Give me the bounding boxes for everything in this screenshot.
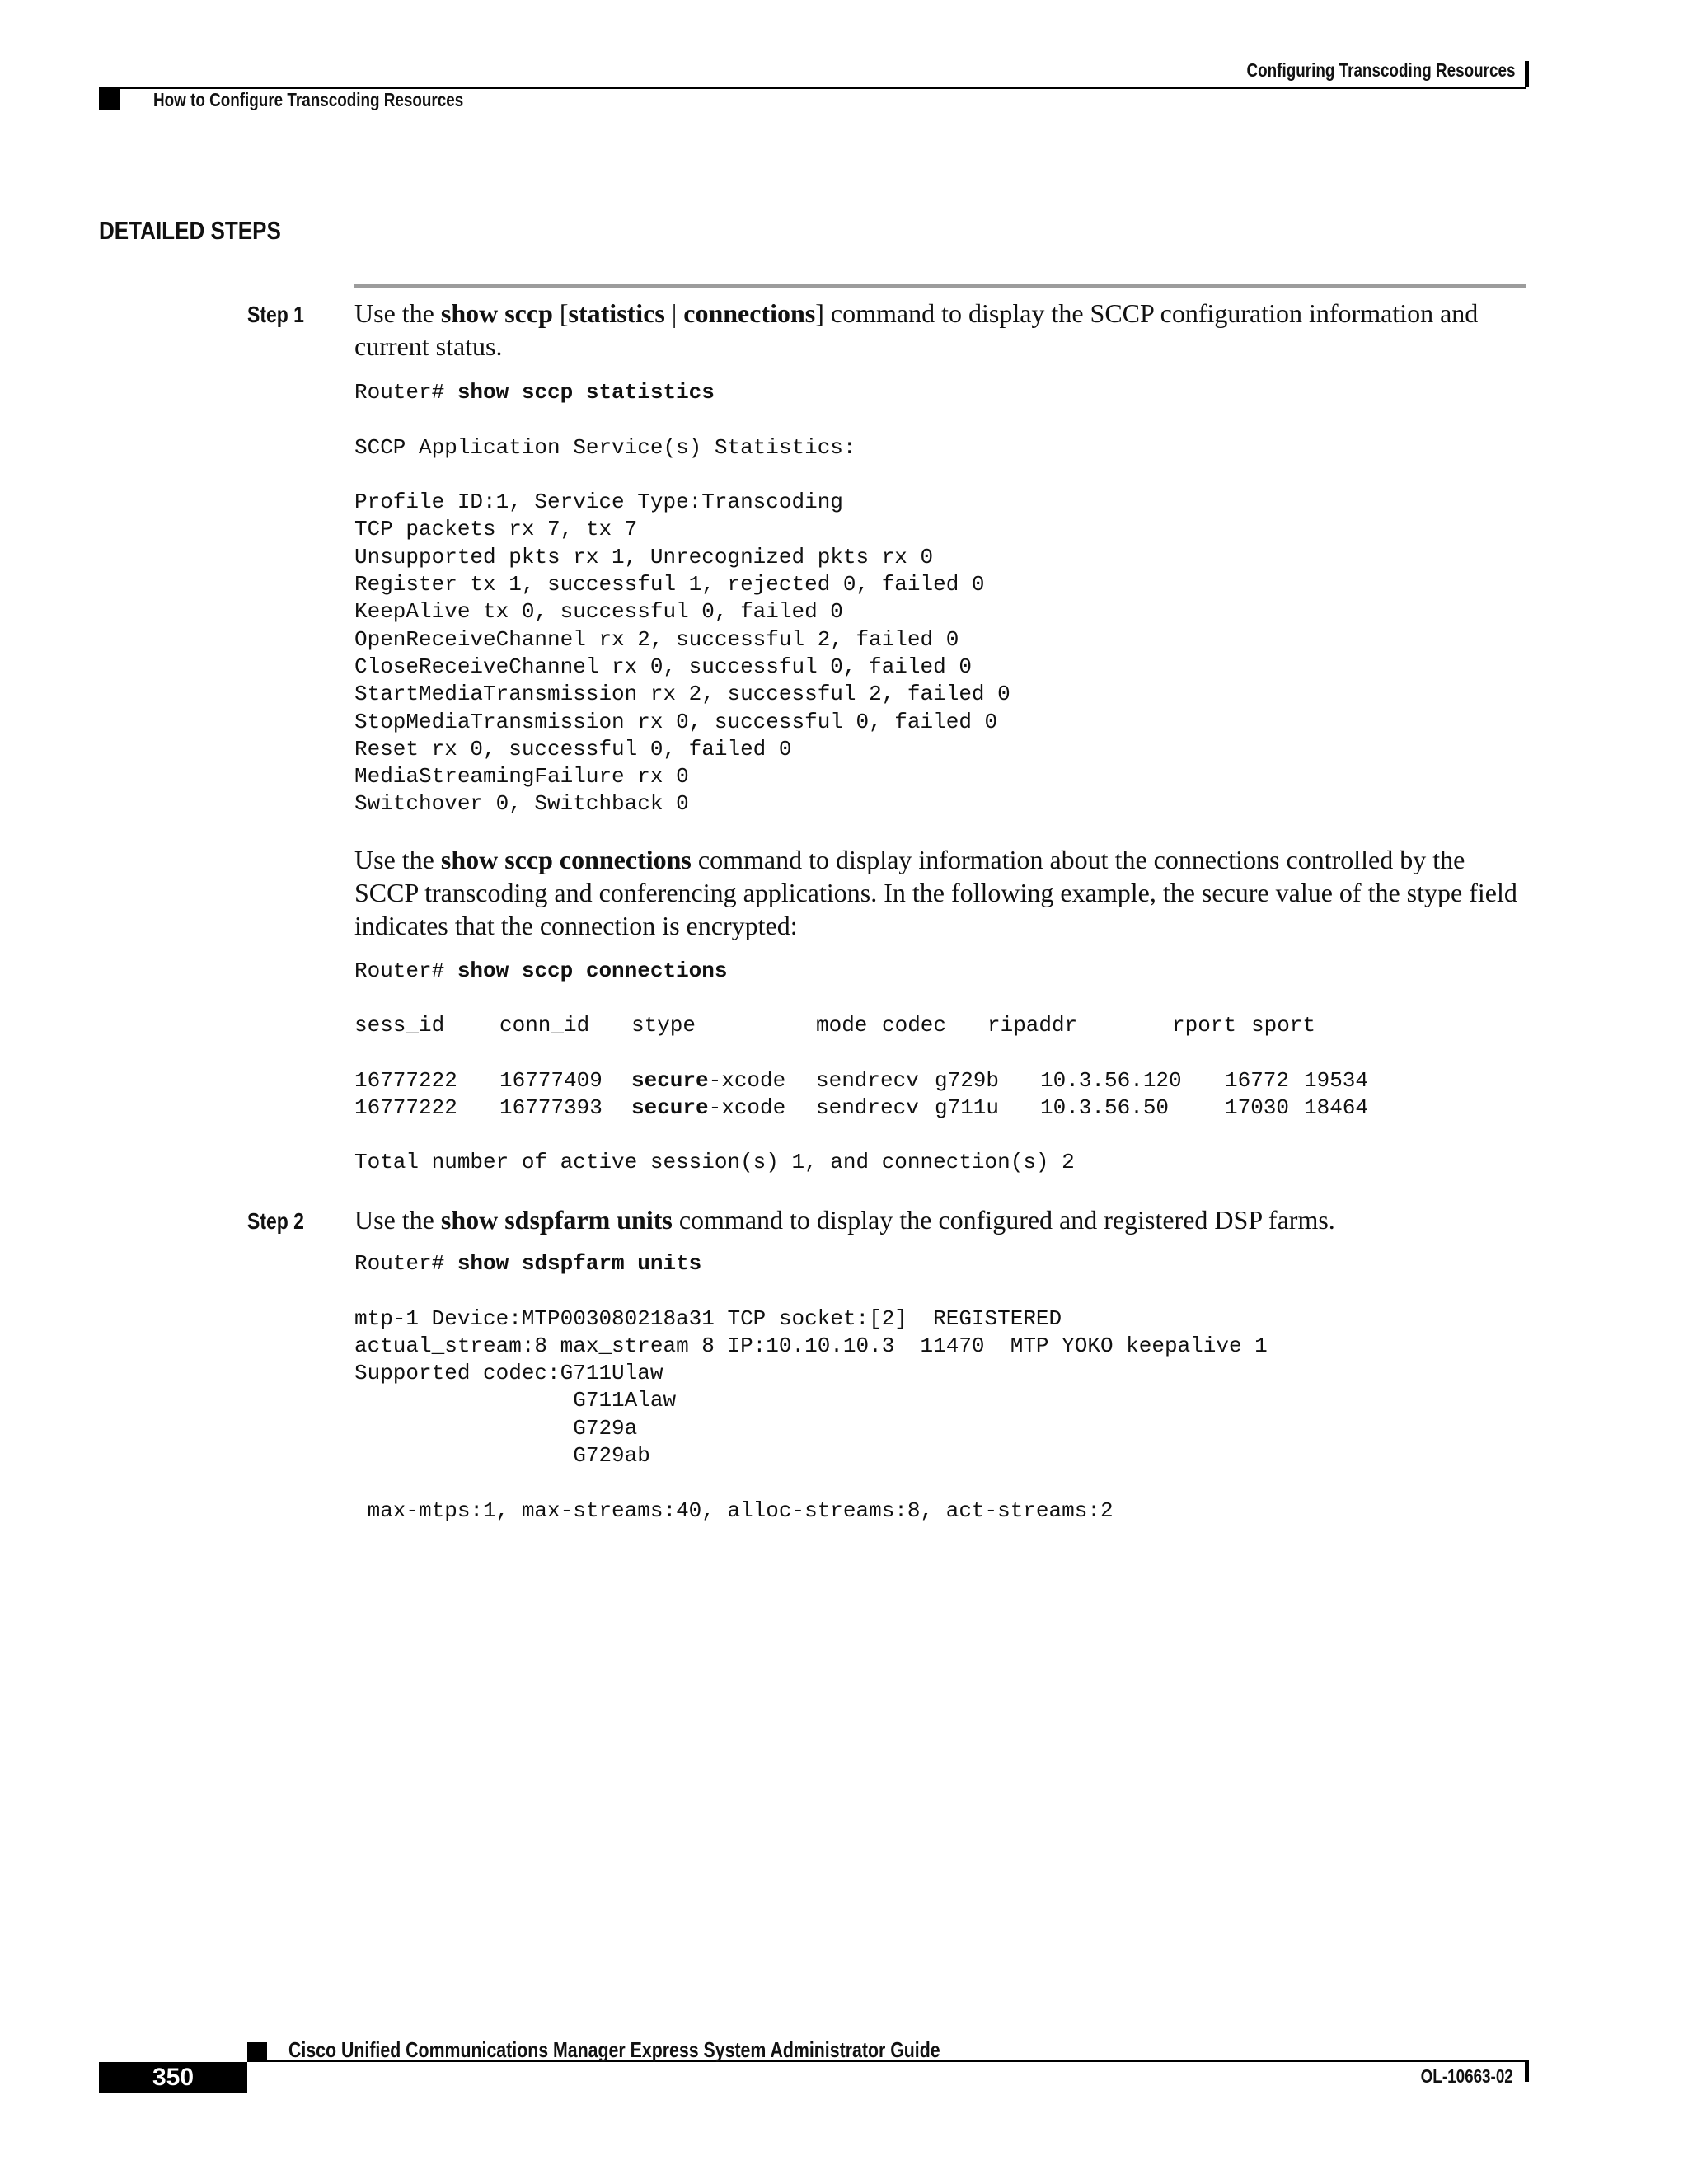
step-2-label: Step 2 — [247, 1208, 304, 1234]
column-header: sport — [1251, 1013, 1316, 1038]
output-line — [354, 406, 1010, 434]
output-line: Profile ID:1, Service Type:Transcoding — [354, 490, 843, 515]
footer-square-marker — [247, 2042, 267, 2060]
output-line: CloseReceiveChannel rx 0, successful 0, failed 0 — [354, 654, 972, 679]
guide-title: Cisco Unified Communications Manager Express System Administrator Guide — [288, 2037, 940, 2062]
column-header: conn_id — [499, 1013, 590, 1038]
output-line: Register tx 1, successful 1, rejected 0, failed 0 — [354, 572, 985, 598]
output-line: Reset rx 0, successful 0, failed 0 — [354, 736, 792, 762]
column-header: codec — [882, 1013, 947, 1038]
output-line: StartMediaTransmission rx 2, successful 2, failed 0 — [354, 682, 1010, 707]
header-square-marker — [99, 89, 120, 110]
document-id: OL-10663-02 — [1420, 2065, 1513, 2087]
output-line: StopMediaTransmission rx 0, successful 0, failed 0 — [354, 709, 998, 734]
output-line: Supported codec:G711Ulaw — [354, 1361, 663, 1386]
step-1-connections-description: Use the show sccp connections command to display information about the connections controlled by the SCCP transcoding and conferencing applications. In the following example, the secure value of the stype field indicates that the connection is encrypted: — [354, 845, 1517, 940]
output-line: actual_stream:8 max_stream 8 IP:10.10.10.3 11470 MTP YOKO keepalive 1 — [354, 1333, 1268, 1358]
output-line: MediaStreamingFailure rx 0 — [354, 764, 689, 790]
output-line: G729a — [354, 1415, 638, 1441]
output-line — [354, 1469, 1268, 1497]
output-line: G729ab — [354, 1443, 650, 1469]
step-1-description: Use the show sccp [statistics | connections] command to display the SCCP configuration information and current status. — [354, 298, 1479, 361]
sdspfarm-units-code — [354, 1250, 1268, 1525]
output-line — [354, 1277, 1268, 1305]
output-line — [354, 462, 1010, 489]
output-line: TCP packets rx 7, tx 7 — [354, 517, 638, 542]
output-line: KeepAlive tx 0, successful 0, failed 0 — [354, 599, 843, 625]
step-1-label: Step 1 — [247, 302, 304, 327]
output-line: max-mtps:1, max-streams:40, alloc-streams:8, act-streams:2 — [354, 1497, 1114, 1523]
command-line: Router# show sdspfarm units — [354, 1251, 702, 1276]
chapter-title: Configuring Transcoding Resources — [1246, 59, 1515, 81]
column-header: ripaddr — [987, 1013, 1078, 1038]
page-number: 350 — [152, 2064, 195, 2091]
header-bar — [1525, 61, 1529, 87]
output-line: Switchover 0, Switchback 0 — [354, 791, 689, 817]
output-line: SCCP Application Service(s) Statistics: — [354, 434, 856, 460]
column-header: rport — [1172, 1013, 1237, 1038]
output-line: Unsupported pkts rx 1, Unrecognized pkts rx 0 — [354, 544, 934, 569]
section-title: How to Configure Transcoding Resources — [153, 89, 464, 110]
step-2-description: Use the show sdspfarm units command to display the configured and registered DSP farms. — [354, 1205, 1335, 1235]
output-line: mtp-1 Device:MTP003080218a31 TCP socket:[2] REGISTERED — [354, 1305, 1062, 1331]
column-header: sess_id — [354, 1013, 445, 1038]
footer-bar — [1525, 2060, 1529, 2082]
sccp-connections-command: Router# show sccp connections — [354, 958, 728, 983]
column-header: stype — [631, 1013, 696, 1038]
page-heading: DETAILED STEPS — [99, 216, 281, 245]
output-line: G711Alaw — [354, 1388, 677, 1413]
column-header: mode — [816, 1013, 868, 1038]
command-line: Router# show sccp statistics — [354, 380, 715, 405]
steps-rule — [354, 284, 1526, 288]
sccp-statistics-code — [354, 379, 1010, 818]
output-line: OpenReceiveChannel rx 2, successful 2, failed 0 — [354, 626, 959, 652]
